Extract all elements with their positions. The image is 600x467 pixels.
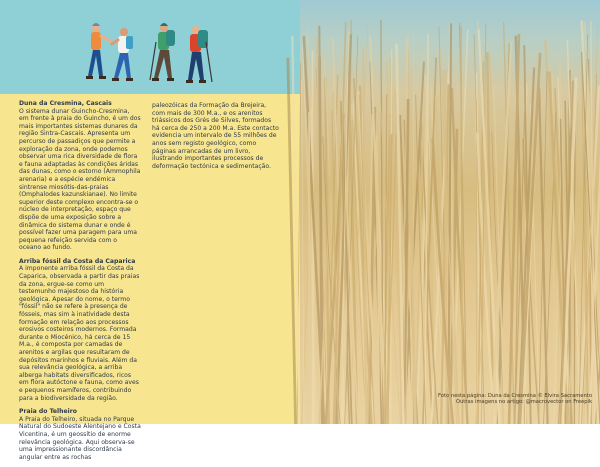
- images-credit-line: Outras imagens no artigo: @macrovector on Freepik: [300, 399, 592, 406]
- grass-strand: [302, 80, 304, 424]
- section-heading-telheiro: Praia do Telheiro: [19, 408, 141, 416]
- grass-strand: [509, 34, 519, 424]
- section-body-cresmina: O sistema dunar Guincho-Cresmina, em frente à praia do Guincho, é um dos mais importantes sistemas dunares da região Sintra-Cascais. Apresenta um percurso de passadiços que permite a exploração da zona, onde podemos observar uma rica diversidade de flora e fauna adaptadas às condições áridas das dunas, como o estorno (Ammophila arenaria) e a espécie endémica sintrense miosótis-das-praias (Omphalodes kazunskianae). No limite superior deste complexo encontra-se o núcleo de interpretação, espaço que dispõe de uma exposição sobre a dinâmica do sistema dunar e onde é possível fazer uma paragem para uma pequena refeição servida com o oceano ao fundo.: [19, 108, 141, 252]
- section-body-caparica: A imponente arriba fóssil da Costa da Caparica, observada a partir das praias da zona, ergue-se como um testemunho majestoso da história geológica. Apesar do nome, o termo "fóssil" não se refere à presença de fósseis, mas sim à inatividade desta formação em relação aos processos erosivos costeiros modernos. Formada durante o Miocénico, há cerca de 15 M.a., é composta por camadas de arenitos e argilas que resultaram de depósitos marinhos e fluviais. Além da sua relevância geológica, a arriba alberga habitats diversificados, ricos em flora autóctone e fauna, como aves e pequenos mamíferos, contribuindo para a biodiversidade da região.: [19, 265, 141, 402]
- section-heading-caparica: Arriba fóssil da Costa da Caparica: [19, 258, 141, 266]
- photo-credit-line: Foto nesta página: Duna da Cresmina © Elvira Sacramento: [300, 393, 592, 400]
- grass-strand: [445, 69, 446, 424]
- left-page: [0, 0, 300, 424]
- hikers-illustration-icon: [80, 18, 220, 90]
- grass-strand: [539, 87, 548, 424]
- grass-strand: [461, 26, 463, 424]
- section-heading-cresmina: Duna da Cresmina, Cascais: [19, 100, 141, 108]
- dune-grass-photo: [300, 0, 600, 424]
- section-body-telheiro: A Praia do Telheiro, situada no Parque Natural do Sudoeste Alentejano e Costa Vicentina, é um geossítio de enorme relevância geológica. Aqui observa-se uma impressionante discordância angular entre as rochas: [19, 416, 141, 462]
- text-column-right: [152, 102, 280, 176]
- section-body-continuation: paleozóicas da Formação da Brejeira, com mais de 300 M.a., e os arenitos triássicos dos Grés de Silves, formados há cerca de 250 a 200 M.a. Este contacto evidencia um intervalo de 55 milhões de anos sem registo geológico, como páginas arrancadas de um livro, ilustrando importantes processos de deformação tectónica e sedimentação.: [152, 102, 280, 170]
- text-column-left: [19, 100, 141, 467]
- photo-page: [300, 0, 600, 424]
- photo-credits: [300, 393, 592, 406]
- illustration-band: [0, 0, 300, 94]
